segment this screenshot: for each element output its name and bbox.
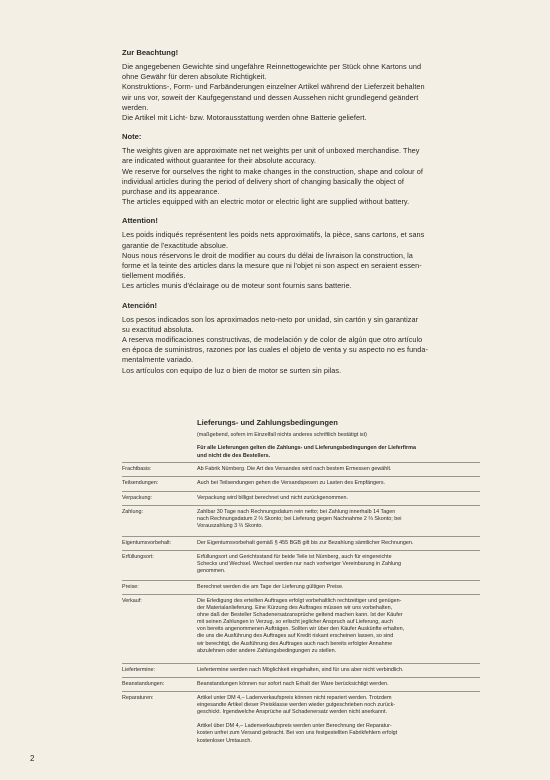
note-paragraph: Les poids indiqués représentent les poids nets approximatifs, la pièce, sans cartons, et sans garantie de l'exactitude absolue. xyxy=(122,230,425,250)
note-heading: Atención! xyxy=(122,300,158,310)
terms-title: Lieferungs- und Zahlungsbedingungen xyxy=(197,418,338,427)
note-english xyxy=(122,132,474,207)
terms-row-text: Der Eigentumsvorbehalt gemäß § 455 BGB gilt bis zur Bezahlung sämtlicher Rechnungen. xyxy=(197,540,414,546)
note-heading: Zur Beachtung! xyxy=(122,48,179,57)
note-paragraph: A reserva modificaciones constructivas, de modelación y de color de algún que otro artículo en época de suministros, razones por las cuales el objeto de venta y su aspecto no es funda- mentalmente variado. xyxy=(122,335,428,365)
terms-row-label: Verpackung: xyxy=(122,495,152,501)
terms-row-text: Erfüllungsort und Gerichtsstand für beide Teile ist Nürnberg, auch für eingereichte Schecks und Wechsel. Wechsel werden nur nach vorheriger Vereinbarung in Zahlung genommen. xyxy=(197,554,402,575)
terms-row xyxy=(122,677,480,691)
terms-row-text: Liefertermine werden nach Möglichkeit eingehalten, sind für uns aber nicht verbindlich. xyxy=(197,667,404,673)
note-paragraph: Die angegebenen Gewichte sind ungefähre Reinnettogewichte per Stück ohne Kartons und ohne Gewähr für deren absolute Richtigkeit. xyxy=(122,62,422,82)
note-french xyxy=(122,216,474,291)
note-spanish xyxy=(122,301,474,376)
terms-row-label: Liefertermine: xyxy=(122,667,155,673)
terms-row xyxy=(122,462,480,476)
terms-row-text: Zahlbar 30 Tage nach Rechnungsdatum rein netto; bei Zahlung innerhalb 14 Tagen nach Rechnungsdatum 2 ⅔ Skonto; bei Lieferung gegen Nachnahme 2 ⅔ Skonto; bei Vorauszahlung 3 ⅔ Skonto. xyxy=(197,509,402,530)
note-german xyxy=(122,48,474,123)
terms-row xyxy=(122,491,480,505)
terms-row xyxy=(122,536,480,550)
note-heading: Note: xyxy=(122,132,142,142)
terms-row-text: Die Erledigung des erteilten Auftrages erfolgt vorbehaltlich rechtzeitiger und genügen- der Materialanlieferung. Eine Kürzung des Auftrages müssen wir uns vorbehalten, ohne daß der Besteller Schadenersatzansprüche geltend machen kann. Ist der Käufer mit seinen Zahlungen in Verzug, so erlischt jeglicher Anspruch auf Lieferung, auch von bereits angenommenen Aufträgen. Sollten wir über den Käufer Auskünfte erhalten, die uns die Ausführung des Auftrages auf Kredit riskant erscheinen lassen, so sind wir berechtigt, die Ausführung des Auftrages auch nach bereits erfolgter Annahme abzulehnen oder andere Zahlungsbedingungen zu stellen. xyxy=(197,598,405,654)
note-paragraph: Die Artikel mit Licht- bzw. Motorausstattung werden ohne Batterie geliefert. xyxy=(122,113,367,123)
note-paragraph: We reserve for ourselves the right to make changes in the construction, shape and colour of individual articles during the period of delivery short of changing basically the object of purchase and its appearance. xyxy=(122,166,423,197)
terms-row-text: Berechnet werden die am Tage der Lieferung gültigen Preise. xyxy=(197,584,344,590)
terms-subtitle: (maßgebend, sofern im Einzelfall nichts anderes schriftlich bestätigt ist) xyxy=(197,432,367,438)
terms-row-label: Beanstandungen: xyxy=(122,681,165,687)
terms-row-label: Reparaturen: xyxy=(122,695,154,701)
terms-row-label: Eigentumsvorbehalt: xyxy=(122,540,172,546)
terms-row-text: Auch bei Teilsendungen gehen die Versandspesen zu Lasten des Empfängers. xyxy=(197,480,386,486)
note-paragraph: Les articles munis d'éclairage ou de moteur sont fournis sans batterie. xyxy=(122,281,352,291)
terms-row-label: Verkauf: xyxy=(122,598,142,604)
terms-row xyxy=(122,663,480,677)
terms-row-text: Ab Fabrik Nürnberg. Die Art des Versandes wird nach bestem Ermessen gewählt. xyxy=(197,466,392,472)
terms-row-label: Frachtbasis: xyxy=(122,466,152,472)
terms-intro: Für alle Lieferungen gelten die Zahlungs- und Lieferungsbedingungen der Lieferfirma und nicht die des Bestellers. xyxy=(197,445,416,459)
terms-row xyxy=(122,550,480,580)
note-paragraph: Los pesos indicados son los aproximados neto-neto por unidad, sin cartón y sin garantizar su exactitud absoluta. xyxy=(122,314,419,334)
terms-row-label: Teilsendungen: xyxy=(122,480,159,486)
terms-row xyxy=(122,476,480,491)
note-paragraph: Nous nous réservons le droit de modifier au cours du délai de livraison la construction, la forme et la teinte des articles dans la mesure que ni l'objet ni son aspect en seraient essen- tiellement modifiés. xyxy=(122,250,422,281)
terms-row xyxy=(122,580,480,594)
terms-row-label: Erfüllungsort: xyxy=(122,554,154,560)
terms-row xyxy=(122,691,480,753)
terms-row-text: Artikel unter DM 4,– Ladenverkaufspreis können nicht repariert werden. Trotzdem eingesandte Artikel dieser Preisklasse werden wieder gutgeschrieben noch zurück- geschickt. Irgendwelche Ansprüche auf Schadenersatz werden nicht anerkannt. Artikel über DM 4,– Ladenverkaufspreis werden unter Berechnung der Reparatur- kosten unfrei zum Versand gebracht. Bei von uns festgestellten Fabrikfehlern erfolgt kostenloser Umtausch. xyxy=(197,695,398,744)
note-paragraph: The articles equipped with an electric motor or electric light are supplied without battery. xyxy=(122,197,410,207)
notes-section xyxy=(122,48,474,385)
terms-row-text: Verpackung wird billigst berechnet und nicht zurückgenommen. xyxy=(197,495,349,501)
terms-row-label: Preise: xyxy=(122,584,139,590)
terms-row xyxy=(122,505,480,536)
terms-row-text: Beanstandungen können nur sofort nach Erhalt der Ware berücksichtigt werden. xyxy=(197,681,389,687)
terms-table xyxy=(122,462,480,753)
page-number: 2 xyxy=(30,754,35,763)
terms-row-label: Zahlung: xyxy=(122,509,143,515)
note-paragraph: Konstruktions-, Form- und Farbänderungen einzelner Artikel während der Lieferzeit behalten wir uns vor, soweit der Kaufgegenstand und dessen Aussehen nicht grundlegend geändert werden. xyxy=(122,82,425,112)
note-paragraph: The weights given are approximate net net weights per unit of unboxed merchandise. They are indicated without guarantee for their absolute accuracy. xyxy=(122,146,420,166)
note-paragraph: Los artículos con equipo de luz o bien de motor se surten sin pilas. xyxy=(122,365,342,375)
terms-row xyxy=(122,594,480,663)
note-heading: Attention! xyxy=(122,216,158,226)
